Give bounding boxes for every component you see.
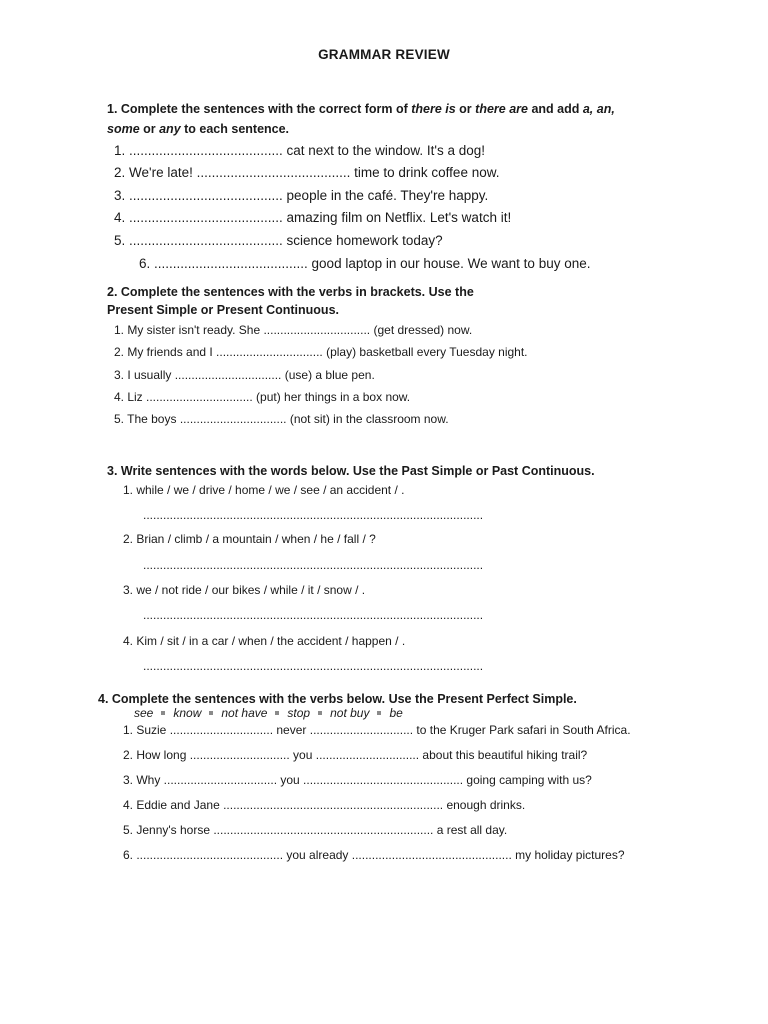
list-item: 3. we / not ride / our bikes / while / it / snow / . (123, 583, 366, 597)
list-item: 4. Liz ................................ (put) her things in a box now. (114, 390, 411, 404)
list-item: 2. My friends and I ................................ (play) basketball every Tuesday night. (114, 345, 528, 359)
section-1-instruction-line-1: 1. Complete the sentences with the correct form of there is or there are and add a, an, (107, 102, 615, 116)
list-item: 5. The boys ................................ (not sit) in the classroom now. (114, 412, 449, 426)
bullet-square-icon (209, 711, 213, 715)
word-box (134, 706, 403, 720)
list-item: 6. ............................................ you already ................................................ my holiday pictures? (123, 848, 625, 862)
word-be: be (389, 706, 403, 720)
section-2-instruction-line-1: 2. Complete the sentences with the verbs in brackets. Use the (107, 285, 474, 299)
page-title: GRAMMAR REVIEW (318, 47, 450, 62)
word-know: know (173, 706, 202, 720)
answer-line[interactable]: ...................................................................................................... (143, 558, 484, 572)
word-see: see (134, 706, 154, 720)
word-stop: stop (287, 706, 311, 720)
list-item: 3. I usually ................................ (use) a blue pen. (114, 368, 375, 382)
list-item: 2. Brian / climb / a mountain / when / he / fall / ? (123, 532, 376, 546)
section-2-instruction-line-2: Present Simple or Present Continuous. (107, 303, 339, 317)
list-item: 1. Suzie ............................... never ............................... to the Kruger Park safari in South Africa. (123, 723, 631, 737)
list-item: 4. ......................................... amazing film on Netflix. Let's watch it! (114, 210, 512, 225)
answer-line[interactable]: ...................................................................................................... (143, 659, 484, 673)
answer-line[interactable]: ...................................................................................................... (143, 508, 484, 522)
word-not-buy: not buy (330, 706, 370, 720)
answer-line[interactable]: ...................................................................................................... (143, 608, 484, 622)
list-item: 2. We're late! ......................................... time to drink coffee now. (114, 165, 500, 180)
list-item: 3. ......................................... people in the café. They're happy. (114, 188, 489, 203)
list-item: 4. Eddie and Jane .................................................................. enough drinks. (123, 798, 526, 812)
bullet-square-icon (275, 711, 279, 715)
list-item: 1. ......................................... cat next to the window. It's a dog! (114, 143, 485, 158)
bullet-square-icon (377, 711, 381, 715)
bullet-square-icon (161, 711, 165, 715)
section-4-instruction: 4. Complete the sentences with the verbs below. Use the Present Perfect Simple. (98, 692, 577, 706)
list-item: 1. while / we / drive / home / we / see / an accident / . (123, 483, 405, 497)
section-1-instruction-line-2: some or any to each sentence. (107, 122, 290, 136)
word-not-have: not have (221, 706, 268, 720)
list-item: 5. Jenny's horse .................................................................. a rest all day. (123, 823, 508, 837)
section-3-instruction: 3. Write sentences with the words below. Use the Past Simple or Past Continuous. (107, 464, 595, 478)
list-item: 6. ......................................... good laptop in our house. We want to buy one. (139, 256, 591, 271)
list-item: 4. Kim / sit / in a car / when / the accident / happen / . (123, 634, 406, 648)
list-item: 5. ......................................... science homework today? (114, 233, 443, 248)
list-item: 1. My sister isn't ready. She ................................ (get dressed) now. (114, 323, 473, 337)
list-item: 3. Why .................................. you ................................................ going camping with us? (123, 773, 592, 787)
list-item: 2. How long .............................. you ............................... about this beautiful hiking trail? (123, 748, 588, 762)
bullet-square-icon (318, 711, 322, 715)
